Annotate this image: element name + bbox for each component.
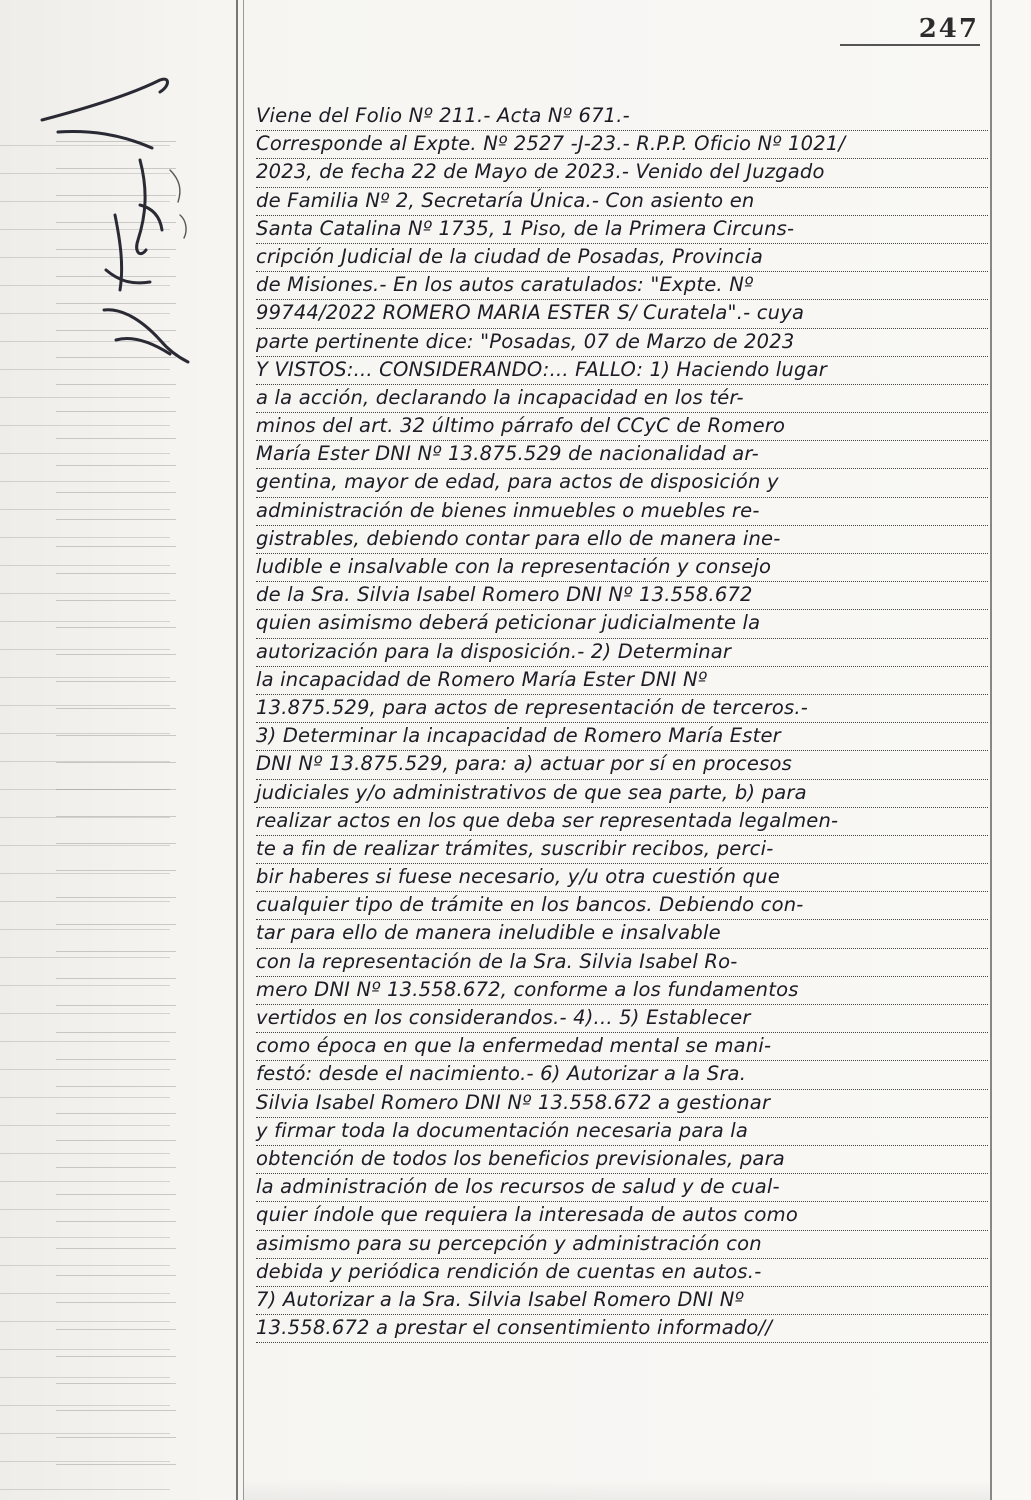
text-line-content: y firmar toda la documentación necesaria para la [256, 1118, 749, 1142]
text-line [256, 1315, 988, 1343]
text-line [256, 751, 988, 779]
text-line-content: a la acción, declarando la incapacidad en los tér- [256, 385, 744, 409]
text-line-content: cripción Judicial de la ciudad de Posadas, Provincia [256, 244, 764, 268]
text-line-content: con la representación de la Sra. Silvia Isabel Ro- [256, 949, 738, 973]
text-line-content: de la Sra. Silvia Isabel Romero DNI Nº 13.558.672 [256, 583, 753, 607]
text-line-content: 13.558.672 a prestar el consentimiento informado// [256, 1316, 773, 1340]
text-line-content: gentina, mayor de edad, para actos de disposición y [256, 470, 779, 494]
text-line-content: Viene del Folio Nº 211.- Acta Nº 671.- [256, 104, 630, 127]
text-line-content: la incapacidad de Romero María Ester DNI Nº [256, 667, 708, 691]
text-line [256, 582, 988, 610]
text-line [256, 329, 988, 357]
text-line [256, 1231, 988, 1259]
text-line-content: 3) Determinar la incapacidad de Romero María Ester [256, 724, 781, 748]
text-line [256, 780, 988, 808]
text-line-content: tar para ello de manera ineludible e insalvable [256, 921, 721, 945]
text-line [256, 1174, 988, 1202]
text-line-content: mero DNI Nº 13.558.672, conforme a los fundamentos [256, 977, 799, 1001]
text-line [256, 103, 988, 131]
text-line-content: Corresponde al Expte. Nº 2527 -J-23.- R.P.P. Oficio Nº 1021/ [256, 132, 846, 156]
text-line [256, 413, 988, 441]
handwritten-signature [20, 40, 220, 380]
text-line [256, 1146, 988, 1174]
text-line [256, 695, 988, 723]
text-line-content: vertidos en los considerandos.- 4)... 5) Establecer [256, 1006, 751, 1029]
text-line-content: debida y periódica rendición de cuentas en autos.- [256, 1259, 762, 1283]
text-line-content: administración de bienes inmuebles o muebles re- [256, 498, 760, 522]
text-line-content: obtención de todos los beneficios previsionales, para [256, 1146, 785, 1170]
text-line [256, 554, 988, 582]
text-line-content: te a fin de realizar trámites, suscribir recibos, perci- [256, 836, 774, 860]
page-bottom-shadow [244, 1480, 990, 1500]
acta-text [256, 103, 988, 1343]
folio-underline [840, 44, 980, 46]
text-line [256, 723, 988, 751]
text-line-content: quier índole que requiera la interesada de autos como [256, 1203, 798, 1227]
text-line-content: realizar actos en los que deba ser representada legalmen- [256, 808, 839, 832]
text-line [256, 892, 988, 920]
text-line-content: María Ester DNI Nº 13.875.529 de nacionalidad ar- [256, 442, 759, 466]
text-line [256, 469, 988, 497]
folio-number: 247 [918, 14, 979, 44]
text-line [256, 498, 988, 526]
text-line-content: 7) Autorizar a la Sra. Silvia Isabel Romero DNI Nº [256, 1287, 744, 1311]
text-line-content: festó: desde el nacimiento.- 6) Autorizar a la Sra. [256, 1062, 747, 1086]
text-line-content: gistrables, debiendo contar para ello de manera ine- [256, 526, 781, 550]
text-line-content: como época en que la enfermedad mental se mani- [256, 1034, 772, 1058]
text-line-content: la administración de los recursos de salud y de cual- [256, 1175, 780, 1199]
text-line [256, 1259, 988, 1287]
text-line-content: parte pertinente dice: "Posadas, 07 de Marzo de 2023 [256, 329, 795, 353]
text-line [256, 272, 988, 300]
text-line [256, 357, 988, 385]
text-line [256, 1118, 988, 1146]
text-line-content: quien asimismo deberá peticionar judicialmente la [256, 611, 761, 635]
text-line [256, 667, 988, 695]
text-line [256, 639, 988, 667]
text-line-content: bir haberes si fuese necesario, y/u otra cuestión que [256, 865, 780, 889]
text-line-content: judiciales y/o administrativos de que sea parte, b) para [256, 780, 807, 804]
text-line [256, 864, 988, 892]
text-line [256, 526, 988, 554]
text-line [256, 808, 988, 836]
margin-rule-right [990, 0, 992, 1500]
margin-rule-inner [243, 0, 244, 1500]
text-line [256, 159, 988, 187]
text-line [256, 188, 988, 216]
text-line-content: cualquier tipo de trámite en los bancos. Debiendo con- [256, 893, 804, 917]
text-line [256, 1061, 988, 1089]
text-line [256, 610, 988, 638]
text-line [256, 920, 988, 948]
text-line [256, 300, 988, 328]
text-line [256, 441, 988, 469]
text-line-content: autorización para la disposición.- 2) Determinar [256, 639, 732, 663]
text-line-content: de Familia Nº 2, Secretaría Única.- Con asiento en [256, 188, 755, 212]
text-line [256, 1033, 988, 1061]
text-line [256, 216, 988, 244]
text-line-content: 13.875.529, para actos de representación de terceros.- [256, 695, 808, 719]
text-line-content: de Misiones.- En los autos caratulados: "Expte. Nº [256, 273, 754, 297]
text-line-content: 2023, de fecha 22 de Mayo de 2023.- Venido del Juzgado [256, 160, 825, 184]
text-line [256, 1202, 988, 1230]
text-line-content: Y VISTOS:... CONSIDERANDO:... FALLO: 1) Haciendo lugar [256, 357, 827, 381]
margin-rule-left [236, 0, 238, 1500]
text-line [256, 836, 988, 864]
text-line [256, 1005, 988, 1033]
text-line-content: asimismo para su percepción y administración con [256, 1231, 762, 1255]
text-line-content: ludible e insalvable con la representación y consejo [256, 555, 772, 578]
text-line [256, 385, 988, 413]
text-line-content: DNI Nº 13.875.529, para: a) actuar por sí en procesos [256, 752, 792, 776]
text-line [256, 131, 988, 159]
text-line [256, 1287, 988, 1315]
text-line-content: 99744/2022 ROMERO MARIA ESTER S/ Curatela".- cuya [256, 301, 805, 325]
text-line [256, 244, 988, 272]
text-line [256, 1090, 988, 1118]
text-line [256, 949, 988, 977]
text-line-content: Santa Catalina Nº 1735, 1 Piso, de la Primera Circuns- [256, 216, 795, 240]
text-line-content: minos del art. 32 último párrafo del CCyC de Romero [256, 414, 786, 438]
text-line-content: Silvia Isabel Romero DNI Nº 13.558.672 a gestionar [256, 1090, 771, 1114]
text-line [256, 977, 988, 1005]
